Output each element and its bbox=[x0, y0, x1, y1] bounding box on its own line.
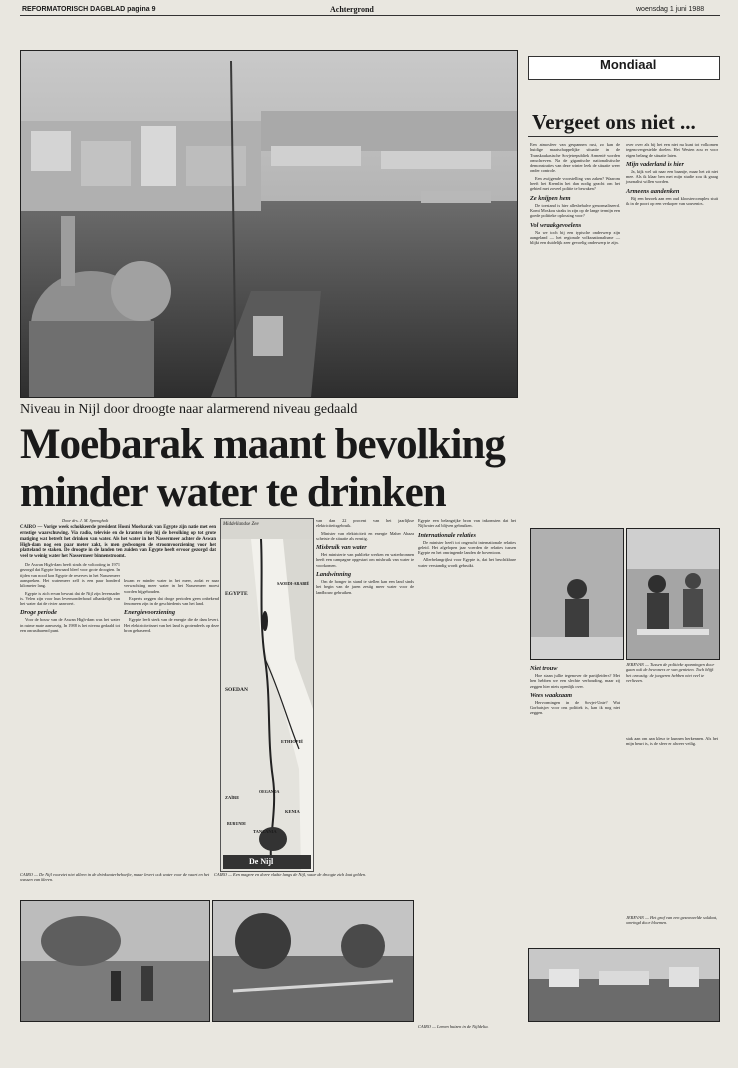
sidebar-col2-para-1: over over als bij het een niet nu kunt tot volkomen tegenovergestelde doelen. Het Westen zou er voor eigen belang de situatie laten. bbox=[626, 142, 718, 158]
sidebar-col1-para-4: Na we toch bij een typische onderwerp zijn aangeland — het regionale volksnationalisme — blijkt een duidelijk zeer gevoelig onderwerp te zijn. bbox=[530, 229, 620, 246]
col3-para-1: van dan 22 procent van het jaarlijkse elektriciteitsgebruik. bbox=[316, 518, 414, 529]
map-label-kenia: KENIA bbox=[285, 809, 300, 814]
article-kicker: Niveau in Nijl door droogte naar alarmerend niveau gedaald bbox=[20, 402, 358, 417]
nile-map bbox=[220, 518, 314, 872]
map-label-zaire: ZAÏRE bbox=[225, 795, 240, 800]
jerevan-cafe-photo-left bbox=[530, 528, 624, 660]
jerevan-grave-photo bbox=[528, 948, 720, 1022]
header-right: woensdag 1 juni 1988 bbox=[636, 6, 705, 13]
sidebar-col3-heading-2: Wees waakzaam bbox=[530, 691, 573, 699]
sidebar-col2-para-3: Bij een bezoek aan een oud kloostercomplex stuit ik in de poort op een verkoper van souvenirs. bbox=[626, 195, 718, 207]
col1-para-3: Voor de bouw van de Aswan High-dam was het water in ruime mate aanwezig. In 1988 is het niveau gedaald tot een onrustbarend punt. bbox=[20, 617, 120, 634]
map-label-arabie: SAOEDI-ARABIË bbox=[277, 581, 310, 586]
sidebar-col1-heading-2: Vol wraakgevoelens bbox=[530, 221, 582, 229]
sidebar-col2-para-2: Ja, kijk wel uit naar een baantje, maar het zit niet mee. Als ik klaar ben met mijn studie zou ik graag journalist willen worden. bbox=[626, 168, 718, 185]
map-title: De Nijl bbox=[249, 857, 274, 866]
sidebar-title: Vergeet ons niet ... bbox=[532, 110, 696, 134]
map-label-egypte: EGYPTE bbox=[225, 591, 248, 597]
col1-para-1: De Aswan High-dam heeft sinds de voltooiing in 1971 gezorgd dat Egypte bewaard bleef voor grote droogten. In tijden van nood kon Egypte de reserves in het Nassermeer aanspreken. Het watermeer zelf is een paar honderd kilometer lang. bbox=[20, 562, 120, 589]
sidebar-title-rule bbox=[528, 136, 718, 137]
nile-harbour-photo bbox=[20, 50, 518, 398]
col4-para-3: Allerbelangrijkst voor Egypte is, dat het beschikbare water verstandig wordt gebruikt. bbox=[418, 557, 516, 568]
photo-nile-bank bbox=[20, 900, 210, 1022]
caption-3: CAIRO — Lemen huizen in de Nijldelta. bbox=[418, 1024, 489, 1029]
map-label-burundi: BURUNDI bbox=[227, 821, 246, 826]
byline: Door drs. J. M. Sprengholt bbox=[62, 518, 109, 523]
map-label-ethiopie: ETHIOPIË bbox=[281, 739, 304, 744]
col2-para-1: kwam er minder water in het meer, zodat er naar verwachting meer water in het Nassermeer moest worden bijgehouden. bbox=[124, 578, 219, 594]
article-headline-line1: Moebarak maant bevolking bbox=[20, 421, 505, 468]
col2-heading: Energievoorziening bbox=[124, 609, 176, 617]
col3-para-4: Om de honger in stand te stellen kan een land sinds het begin van de jaren zestig meer water voor de landbouw gebruiken. bbox=[316, 579, 414, 595]
sidebar-col2-heading-2: Armeens aandenken bbox=[626, 187, 680, 195]
col1-heading: Droge periode bbox=[20, 609, 57, 617]
caption-2: CAIRO — Een magere en dorre vlakte langs de Nijl, waar de droogte zich laat gelden. bbox=[214, 872, 367, 877]
col3-para-3: Het ministerie van publieke werken en waterbronnen heeft een campagne opgestart om misbruik van water te voorkomen. bbox=[316, 552, 414, 568]
sidebar-column-2 bbox=[626, 142, 718, 522]
sidebar-col1-para-2: Een zwijgende voorstelling van zaken? Waarom heeft het Kremlin het dan nodig geacht om het gebied met zoveel politie te bewaken? bbox=[530, 175, 620, 192]
col3-heading-1: Misbruik van water bbox=[316, 544, 367, 552]
sidebar-column-4 bbox=[626, 736, 718, 912]
sidebar-col3-heading-1: Niet trouw bbox=[530, 665, 558, 672]
sidebar-col3-para-1: Hoe staan jullie tegenover de partijleiders? Met hen hebben we een slechte verhouding, maar zij zeggen hier niets openlijk over. bbox=[530, 673, 620, 689]
map-label-soedan: SOEDAN bbox=[225, 687, 248, 693]
photo-dry-plain bbox=[212, 900, 414, 1022]
col1-para-2: Egypte is zich ervan bewust dat de Nijl zijn levensader is. Velen zijn voor hun levensonderhoud afhankelijk van het water dat de rivier aanvoert. bbox=[20, 590, 120, 607]
article-lead: CAIRO — Vorige week schokkeerde president Hosni Moebarak van Egypte zijn natie met een ernstige waarschuwing. Via radio, televisie en de kranten riep hij de bevolking op tot grote matiging wat betreft het drinken van water. Als het water in het Nassermeer achter de Aswan High-dam nog een paar meter zakt, is men gedwongen de stroomvoorziening voor het platteland te staken. De droogte in de landen ten zuiden van Egypte heeft ervoor gezorgd dat veel te weinig water het Nassermeer binnenstroomt. bbox=[20, 525, 216, 560]
article-column-4 bbox=[418, 518, 516, 1018]
sidebar-col2-heading: Mijn vaderland is hier bbox=[626, 160, 684, 168]
article-column-2 bbox=[124, 578, 219, 868]
col4-para-2: De minister heeft tot ongeacht internationale relaties geleid. Het afgelopen jaar voerden de relaties tussen Egypte en het omringende landen de boventoon. bbox=[418, 539, 516, 556]
sidebar-photo-caption: JEREVAN — Tussen de politieke spanningen door gaan ook de bewoners er van genieten. Toch blijft het onrustig: de jongeren hebben niet veel te verliezen. bbox=[626, 662, 715, 684]
caption-1: CAIRO — De Nijl voorziet niet alleen in de drinkwaterbehoefte, maar levert ook water voor de vaart en het wassen van kleren. bbox=[20, 872, 210, 883]
col3-heading-2: Landwinning bbox=[316, 571, 351, 579]
article-column-3 bbox=[316, 518, 414, 870]
map-label-sea: Middellandse Zee bbox=[223, 522, 259, 527]
sidebar-col1-para-3: De toestand is hier allesbehalve genormaliseerd. Komt Moskou straks in zijn op de lange termijn een goede politieke oplossing voor? bbox=[530, 202, 620, 219]
sidebar-col4-para-1: stak aan om aan kleur te kunnen herkennen. Als het mijn beurt is, is de sfeer er alweer veilig. bbox=[626, 736, 718, 747]
header-left: REFORMATORISCH DAGBLAD pagina 9 bbox=[22, 6, 156, 13]
sidebar-col3-para-2: Hervormingen in de Sovjet-Unie? Wat Gorbatsjov voor ons politiek is, kan ik nog niet zeggen. bbox=[530, 699, 620, 716]
map-label-tanzania: TANZANIA bbox=[253, 829, 277, 834]
sidebar-rubric: Mondiaal bbox=[600, 57, 657, 72]
header-center: Achtergrond bbox=[330, 5, 374, 14]
article-headline-line2: minder water te drinken bbox=[20, 469, 446, 516]
col4-heading: Internationale relaties bbox=[418, 531, 476, 539]
sidebar-column-1 bbox=[530, 142, 620, 522]
sidebar-col1-heading-1: Ze knijpen hem bbox=[530, 194, 571, 202]
col2-para-2: Experts zeggen dat droge perioden geen onbekend fenomeen zijn in de geschiedenis van het land. bbox=[124, 595, 219, 607]
col3-para-2: Minister van elektriciteit en energie Maher Abaza schetste de situatie als ernstig. bbox=[316, 530, 414, 541]
map-label-oeganda: OEGANDA bbox=[259, 789, 280, 794]
sidebar-col1-para-1: Een atmosfeer van gespannen rust, zo kan de huidige maatschappelijke situatie in de Transkaukasische Sovjetrepubliek Armenië worden omschreven. Na de gigantische nationalistische demonstraties van deze winter leek de situatie weer onder controle. bbox=[530, 142, 620, 174]
jerevan-cafe-photo bbox=[626, 528, 720, 660]
col4-para-1: Egypte een belangrijke bron van inkomsten dat het Nijlwater zal blijven gebruiken. bbox=[418, 518, 516, 529]
sidebar-photo2-caption: JEREVAN — Het graf van een gesneuvelde soldaat, omringd door bloemen. bbox=[626, 915, 718, 926]
col2-para-3: Egypte leeft sterk van de energie die de dam levert. Het elektriciteitsnet van het land is grotendeels op deze bron gebaseerd. bbox=[124, 617, 219, 634]
sidebar-column-3 bbox=[530, 662, 620, 912]
header-rule bbox=[20, 15, 720, 16]
